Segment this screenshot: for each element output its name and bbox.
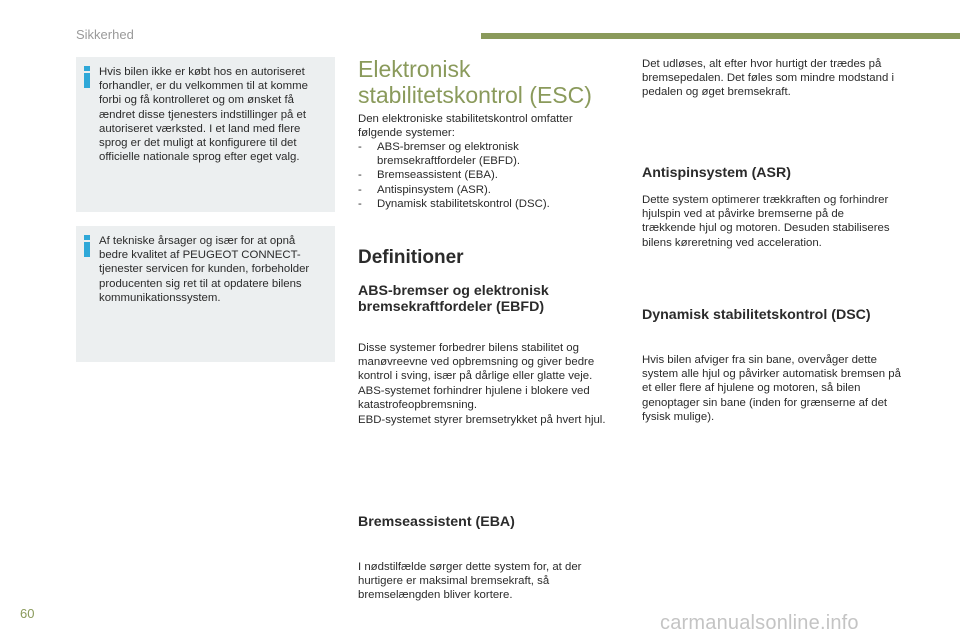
list-item: - Dynamisk stabilitetskontrol (DSC). bbox=[358, 197, 550, 210]
intro-text: Den elektroniske stabilitetskontrol omfatter følgende systemer: bbox=[358, 113, 573, 140]
info-box-text: Hvis bilen ikke er købt hos en autoriseret forhandler, er du velkommen til at komme forbi og få kontrolleret og om ønsket få ændret disse tjenesters indstillinger på et autoriseret værksted. I et land med flere sprog er det muligt at konfigurere til det officielle nationale sprog efter eget valg. bbox=[99, 66, 308, 164]
page-number: 60 bbox=[20, 606, 35, 621]
list-item: - Bremseassistent (EBA). bbox=[358, 169, 498, 182]
page-title: Elektronisk stabilitetskontrol (ESC) bbox=[358, 56, 592, 108]
info-box bbox=[76, 57, 335, 212]
asr-text: Dette system optimerer trækkraften og forhindrer hjulspin ved at påvirke bremserne på de trækkende hjul og motoren. Desuden stabiliseres bilens køreretning ved acceleration. bbox=[642, 194, 890, 249]
dsc-heading: Dynamisk stabilitetskontrol (DSC) bbox=[642, 307, 871, 323]
eba-continued-text: Det udløses, alt efter hvor hurtigt der trædes på bremsepedalen. Det føles som mindre modstand i pedalen og øget bremsekraft. bbox=[642, 58, 894, 99]
list-item: - Antispinsystem (ASR). bbox=[358, 183, 491, 196]
header-accent-bar bbox=[481, 33, 960, 39]
section-label: Sikkerhed bbox=[76, 27, 134, 42]
dsc-text: Hvis bilen afviger fra sin bane, overvåger dette system alle hjul og påvirker automatisk bremsen på et eller flere af hjulene og motoren, så bilen genoptager sin bane (inden for grænserne af det fysisk mulige). bbox=[642, 354, 901, 423]
list-item: - ABS-bremser og elektronisk bremsekraftfordeler (EBFD). bbox=[358, 141, 521, 168]
asr-heading: Antispinsystem (ASR) bbox=[642, 165, 791, 181]
eba-heading: Bremseassistent (EBA) bbox=[358, 514, 515, 530]
ebd-text: EBD-systemet styrer bremsetrykket på hvert hjul. bbox=[358, 414, 606, 426]
eba-text: I nødstilfælde sørger dette system for, at der hurtigere er maksimal bremsekraft, så bremselængden bliver kortere. bbox=[358, 561, 582, 602]
info-icon bbox=[82, 66, 92, 88]
watermark: carmanualsonline.info bbox=[660, 612, 859, 634]
info-icon bbox=[82, 235, 92, 257]
info-box bbox=[76, 226, 335, 362]
abs-heading: ABS-bremser og elektronisk bremsekraftfordeler (EBFD) bbox=[358, 283, 549, 315]
systems-list bbox=[358, 140, 608, 211]
definitions-heading: Definitioner bbox=[358, 247, 464, 268]
abs-text: Disse systemer forbedrer bilens stabilitet og manøvreevne ved opbremsning og giver bedre kontrol i sving, især på dårlige eller glatte veje. ABS-systemet forhindrer hjulene i blokere ved katastrofeopbremsning. bbox=[358, 342, 595, 411]
info-box-text: Af tekniske årsager og især for at opnå bedre kvalitet af PEUGEOT CONNECT-tjenester servicen for kunden, forbeholder producenten sig ret til at opdatere bilens kommunikationssystem. bbox=[99, 235, 310, 304]
